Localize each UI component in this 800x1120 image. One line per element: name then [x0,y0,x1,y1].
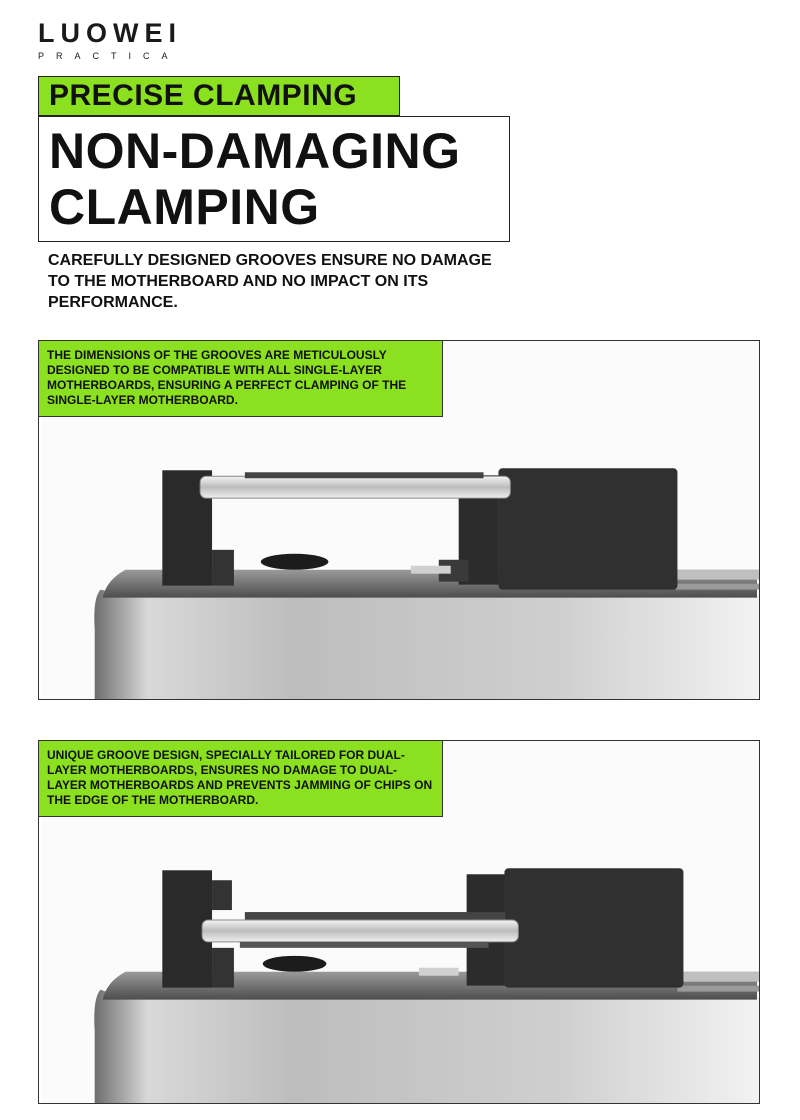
headline-line-1: NON-DAMAGING [49,123,461,179]
dual-layer-panel [38,740,760,1104]
headline-box [38,116,510,242]
single-layer-panel [38,340,760,700]
feature-badge: PRECISE CLAMPING [38,76,400,116]
headline-line-2: CLAMPING [49,179,320,235]
brand-name: LUOWEI [38,18,182,48]
intro-text: CAREFULLY DESIGNED GROOVES ENSURE NO DAMAGE TO THE MOTHERBOARD AND NO IMPACT ON ITS PERFORMANCE. [48,252,492,311]
brand-logo [38,18,182,62]
dual-layer-caption: UNIQUE GROOVE DESIGN, SPECIALLY TAILORED FOR DUAL-LAYER MOTHERBOARDS, ENSURES NO DAMAGE TO DUAL-LAYER MOTHERBOARDS AND PREVENTS JAMMING OF CHIPS ON THE EDGE OF THE MOTHERBOARD. [39,741,443,817]
single-layer-caption: THE DIMENSIONS OF THE GROOVES ARE METICULOUSLY DESIGNED TO BE COMPATIBLE WITH ALL SINGLE-LAYER MOTHERBOARDS, ENSURING A PERFECT CLAMPING OF THE SINGLE-LAYER MOTHERBOARD. [39,341,443,417]
brand-subtitle: PRACTICA [38,51,180,61]
